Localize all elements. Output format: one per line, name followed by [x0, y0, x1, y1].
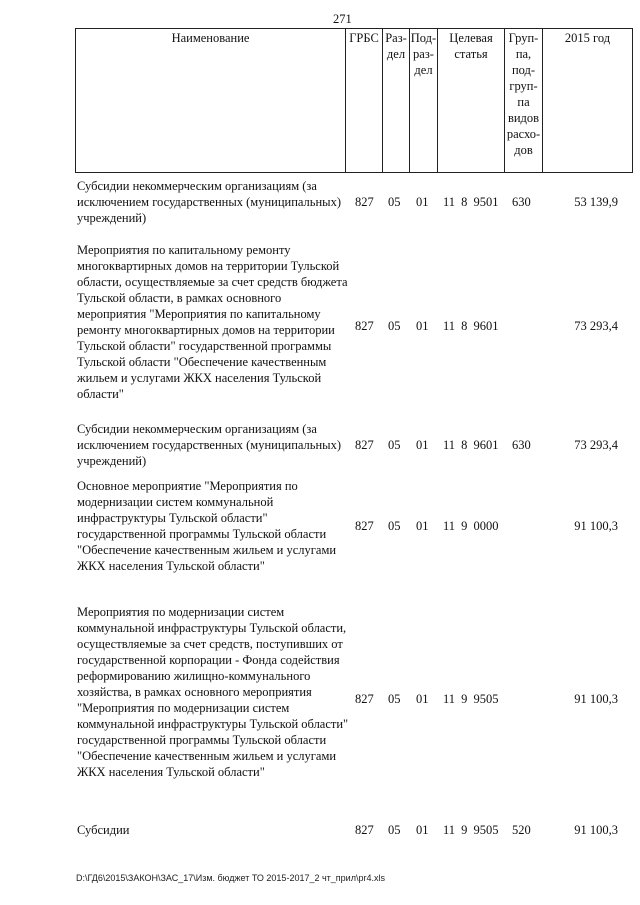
row-razdel: 05: [388, 823, 401, 837]
header-target: Целевая статья: [449, 31, 493, 61]
row-podrazdel: 01: [416, 195, 429, 209]
row-name: Субсидии некоммерческим организациям (за исключением государственных (муниципальных) учреждений): [77, 179, 341, 225]
row-razdel: 05: [388, 438, 401, 452]
header-grbs: ГРБС: [349, 31, 379, 45]
row-podrazdel: 01: [416, 438, 429, 452]
col-divider: [542, 28, 543, 173]
row-amount: 73 293,4: [574, 319, 618, 333]
col-divider: [632, 28, 633, 173]
row-target: 11 8 9501: [443, 195, 499, 209]
col-divider: [345, 28, 346, 173]
row-group: 630: [512, 195, 531, 209]
row-razdel: 05: [388, 692, 401, 706]
row-amount: 91 100,3: [574, 823, 618, 837]
header-podrazdel: Под- раз- дел: [410, 31, 437, 77]
page-number: 271: [333, 12, 352, 26]
row-grbs: 827: [355, 438, 374, 452]
row-amount: 53 139,9: [574, 195, 618, 209]
row-name: Мероприятия по капитальному ремонту многоквартирных домов на территории Тульской области, осуществляемые за счет средств бюджета Тульской области, в рамках основного мероприятия "Мероприятия по капитальному ремонту многоквартирных домов на территории Тульской области" государственной программы Тульской области "Обеспечение качественным жильем и услугами ЖКХ населения Тульской области": [77, 243, 348, 401]
row-name: Субсидии некоммерческим организациям (за исключением государственных (муниципальных) учреждений): [77, 422, 341, 468]
row-grbs: 827: [355, 519, 374, 533]
row-target: 11 9 0000: [443, 519, 499, 533]
header-top-border: [75, 28, 633, 29]
row-razdel: 05: [388, 195, 401, 209]
header-razdel: Раз- дел: [385, 31, 407, 61]
header-year: 2015 год: [564, 31, 611, 45]
row-grbs: 827: [355, 823, 374, 837]
row-target: 11 9 9505: [443, 823, 499, 837]
row-name: Субсидии: [77, 823, 130, 837]
row-name: Основное мероприятие "Мероприятия по модернизации систем коммунальной инфраструктуры Тульской области" государственной программы Тульской области "Обеспечение качественным жильем и услугами ЖКХ населения Тульской области": [77, 479, 337, 573]
row-grbs: 827: [355, 692, 374, 706]
row-razdel: 05: [388, 519, 401, 533]
row-razdel: 05: [388, 319, 401, 333]
row-target: 11 8 9601: [443, 319, 499, 333]
row-amount: 73 293,4: [574, 438, 618, 452]
header-group: Груп- па, под- груп- па видов расхо- дов: [506, 31, 541, 157]
col-divider: [75, 28, 76, 173]
header-name: Наименование: [171, 31, 250, 45]
file-path-footer: D:\ГД6\2015\ЗАКОН\ЗАС_17\Изм. бюджет ТО 2015-2017_2 чт_прил\pr4.xls: [76, 873, 385, 883]
row-podrazdel: 01: [416, 823, 429, 837]
row-grbs: 827: [355, 195, 374, 209]
row-podrazdel: 01: [416, 692, 429, 706]
row-group: 520: [512, 823, 531, 837]
row-podrazdel: 01: [416, 519, 429, 533]
row-amount: 91 100,3: [574, 692, 618, 706]
row-grbs: 827: [355, 319, 374, 333]
row-target: 11 8 9601: [443, 438, 499, 452]
row-amount: 91 100,3: [574, 519, 618, 533]
row-name: Мероприятия по модернизации систем коммунальной инфраструктуры Тульской области, осуществляемые за счет средств, поступивших от государственной корпорации - Фонда содействия реформированию жилищно-коммунального хозяйства, в рамках основного мероприятия "Мероприятия по модернизации систем коммунальной инфраструктуры Тульской области" государственной программы Тульской области "Обеспечение качественным жильем и услугами ЖКХ населения Тульской области": [77, 605, 349, 779]
row-podrazdel: 01: [416, 319, 429, 333]
row-group: 630: [512, 438, 531, 452]
row-target: 11 9 9505: [443, 692, 499, 706]
header-bottom-border: [75, 172, 633, 173]
